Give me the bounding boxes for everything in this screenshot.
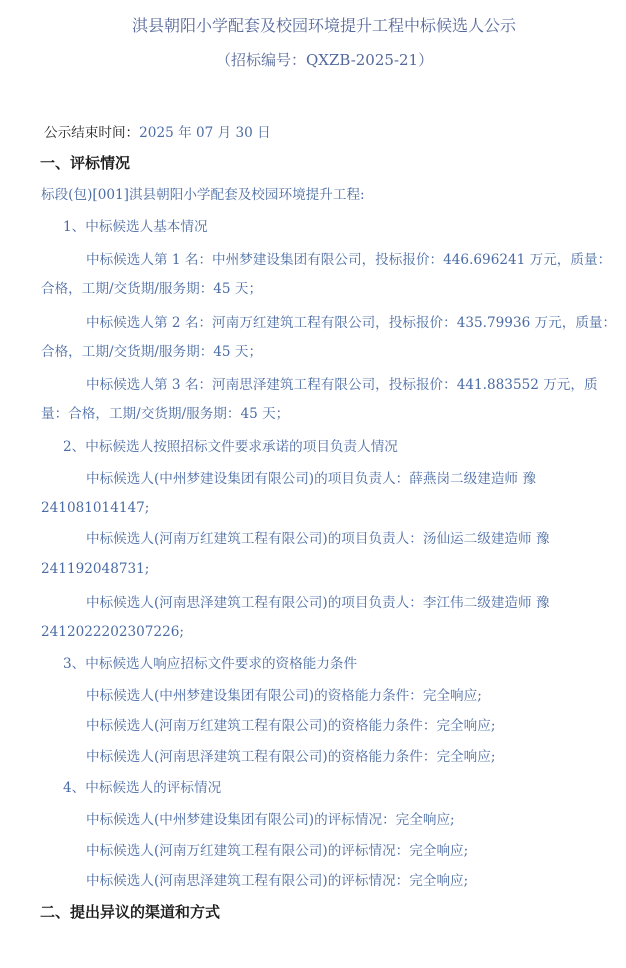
sub2-heading: 2、中标候选人按照招标文件要求承诺的项目负责人情况	[63, 439, 398, 455]
manager3-line1: 中标候选人(河南思泽建筑工程有限公司)的项目负责人：李江伟二级建造师 豫	[86, 595, 550, 611]
candidate2-line2: 合格，工期/交货期/服务期：45 天；	[41, 344, 263, 360]
candidate2-line1: 中标候选人第 2 名：河南万红建筑工程有限公司，投标报价：435.79936 万元，质量：	[86, 315, 617, 331]
candidate3-line2: 量：合格，工期/交货期/服务期：45 天；	[41, 406, 290, 422]
sub3-heading: 3、中标候选人响应招标文件要求的资格能力条件	[63, 656, 358, 672]
manager1-line2: 241081014147;	[41, 500, 150, 516]
evaluation-3: 中标候选人(河南思泽建筑工程有限公司)的评标情况：完全响应;	[86, 873, 469, 889]
lot-line: 标段(包)[001]淇县朝阳小学配套及校园环境提升工程:	[41, 187, 365, 203]
manager2-line1: 中标候选人(河南万红建筑工程有限公司)的项目负责人：汤仙运二级建造师 豫	[86, 531, 550, 547]
qualification-2: 中标候选人(河南万红建筑工程有限公司)的资格能力条件：完全响应;	[86, 718, 496, 734]
candidate1-line2: 合格，工期/交货期/服务期：45 天；	[41, 281, 263, 297]
evaluation-1: 中标候选人(中州梦建设集团有限公司)的评标情况：完全响应;	[86, 812, 455, 828]
section1-heading: 一、评标情况	[40, 154, 131, 172]
manager3-line2: 2412022202307226;	[41, 624, 184, 640]
manager1-line1: 中标候选人(中州梦建设集团有限公司)的项目负责人：薛燕岗二级建造师 豫	[86, 471, 536, 487]
end-time-value: 2025 年 07 月 30 日	[139, 125, 271, 141]
sub4-heading: 4、中标候选人的评标情况	[63, 780, 222, 796]
bid-number: （招标编号：QXZB-2025-21）	[216, 51, 434, 69]
section2-heading: 二、提出异议的渠道和方式	[40, 903, 221, 921]
sub1-heading: 1、中标候选人基本情况	[63, 219, 208, 235]
candidate1-line1: 中标候选人第 1 名：中州梦建设集团有限公司，投标报价：446.696241 万元，质量：	[86, 252, 612, 268]
evaluation-2: 中标候选人(河南万红建筑工程有限公司)的评标情况：完全响应;	[86, 843, 469, 859]
manager2-line2: 241192048731;	[41, 561, 150, 577]
document-title: 淇县朝阳小学配套及校园环境提升工程中标候选人公示	[132, 16, 517, 35]
qualification-1: 中标候选人(中州梦建设集团有限公司)的资格能力条件：完全响应;	[86, 688, 482, 704]
qualification-3: 中标候选人(河南思泽建筑工程有限公司)的资格能力条件：完全响应;	[86, 749, 496, 765]
end-time-row	[44, 124, 271, 142]
end-time-label: 公示结束时间：	[44, 125, 140, 141]
candidate3-line1: 中标候选人第 3 名：河南思泽建筑工程有限公司，投标报价：441.883552 万元，质	[86, 377, 598, 393]
